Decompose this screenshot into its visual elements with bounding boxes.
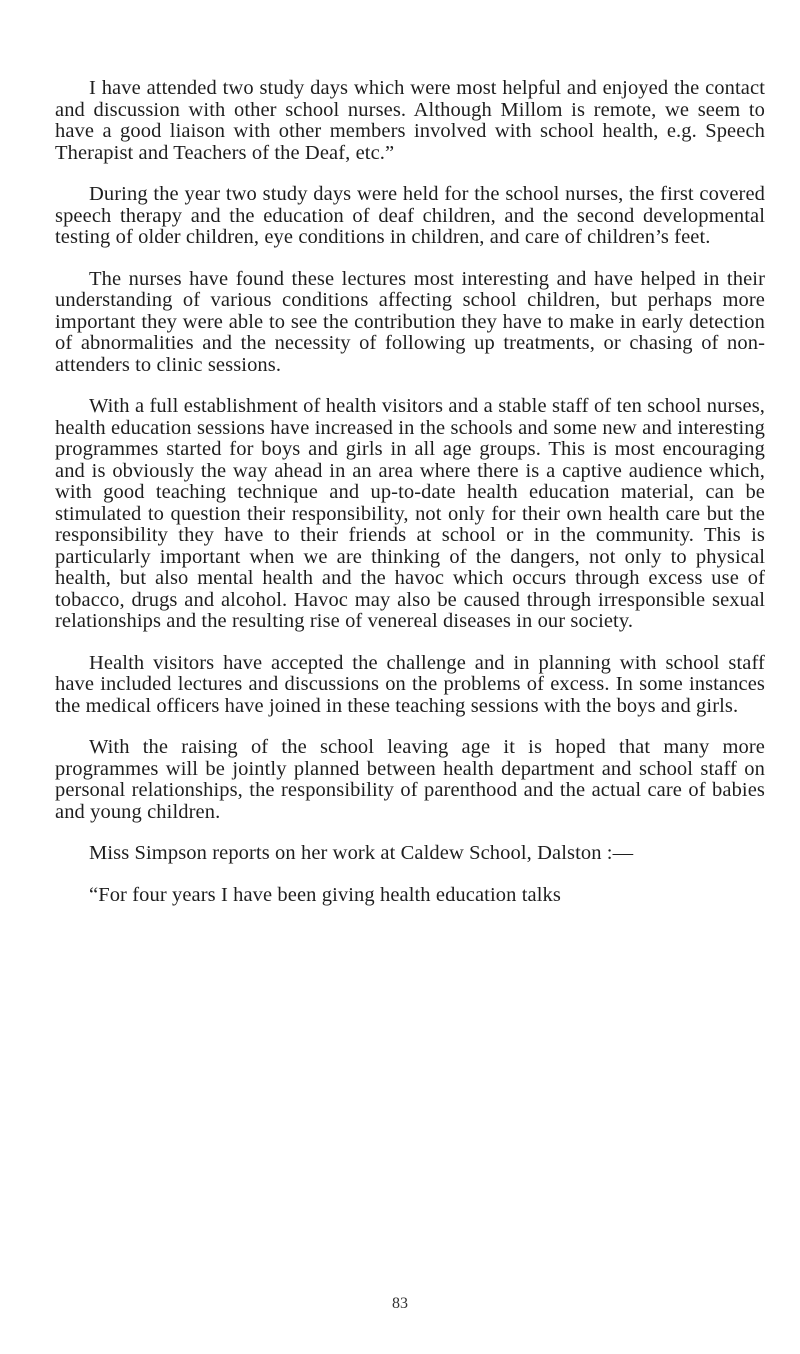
paragraph-lectures-interest: The nurses have found these lectures most interesting and have helped in their understanding of various conditions affecting school children, but perhaps more important they were able to see the contribution they have to make in early detection of abnormalities and the necessity of following up treatments, or chasing of non-attenders to clinic sessions. [55, 267, 765, 376]
paragraph-health-visitors-challenge: Health visitors have accepted the challenge and in planning with school staff have included lectures and discussions on the problems of excess. In some instances the medical officers have joined in these teaching sessions with the boys and girls. [55, 651, 765, 717]
paragraph-health-education-sessions: With a full establishment of health visitors and a stable staff of ten school nurses, health education sessions have increased in the schools and some new and interesting programmes started for boys and girls in all age groups. This is most encouraging and is obviously the way ahead in an area where there is a captive audience which, with good teaching technique and up-to-date health education material, can be stimulated to question their responsibility, not only for their own health care but the responsibility they have to their friends at school or in the community. This is particularly important when we are thinking of the dangers, not only to physical health, but also mental health and the havoc which occurs through excess use of tobacco, drugs and alcohol. Havoc may also be caused through irresponsible sexual relationships and the resulting rise of venereal diseases in our society. [55, 395, 765, 632]
page-number: 83 [392, 1295, 408, 1312]
paragraph-study-days-quote: I have attended two study days which were most helpful and enjoyed the contact and discussion with other school nurses. Although Millom is remote, we seem to have a good liaison with other members involved with school health, e.g. Speech Therapist and Teachers of the Deaf, etc.” [55, 77, 765, 164]
document-body [55, 78, 765, 906]
paragraph-miss-simpson-report: Miss Simpson reports on her work at Caldew School, Dalston :— [89, 842, 634, 864]
paragraph-four-years-quote: “For four years I have been giving health education talks [89, 883, 561, 906]
paragraph-study-days-year-two: During the year two study days were held for the school nurses, the first covered speech therapy and the education of deaf children, and the second developmental testing of older children, eye conditions in children, and care of children’s feet. [55, 183, 765, 248]
paragraph-school-leaving-age: With the raising of the school leaving age it is hoped that many more programmes will be jointly planned between health department and school staff on personal relationships, the responsibility of parenthood and the actual care of babies and young children. [55, 736, 765, 823]
